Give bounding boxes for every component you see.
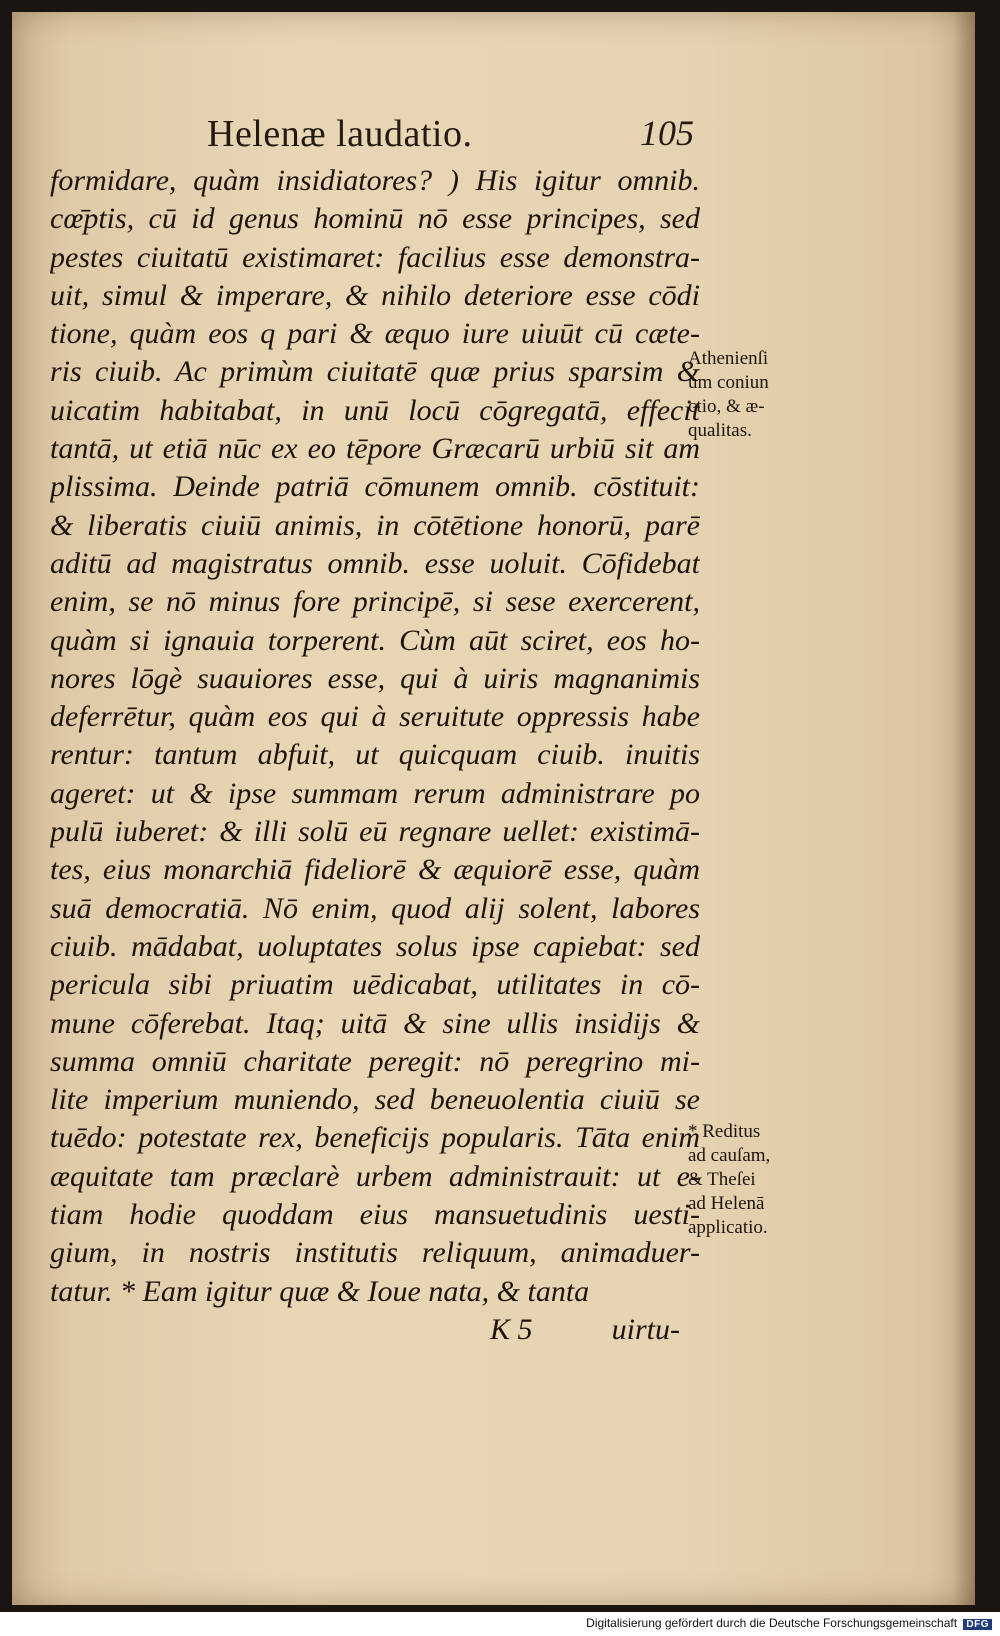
margin-note-line: Athenienſi — [688, 348, 769, 369]
credit-text: Digitalisierung gefördert durch die Deutsche Forschungsgemeinschaft — [586, 1616, 958, 1630]
text-line: ageret: ut & ipse summam rerum administrare po — [50, 776, 700, 810]
text-line: nores lōgè suauiores esse, qui à uiris magnanimis — [50, 661, 700, 695]
digitization-credit — [586, 1616, 992, 1630]
margin-note-line: applicatio. — [688, 1217, 768, 1238]
text-line: pestes ciuitatū existimaret: facilius esse demonstra- — [50, 240, 700, 274]
text-line: tiam hodie quoddam eius mansuetudinis uesti- — [50, 1198, 700, 1232]
page-edge-shadow — [953, 12, 975, 1605]
text-line: enim, se nō minus fore principē, si sese exercerent, — [50, 585, 700, 619]
main-text-block — [50, 162, 700, 1349]
catchword: uirtu- — [611, 1312, 680, 1346]
margin-note-line: ad Helenā — [688, 1193, 765, 1214]
book-page — [12, 12, 975, 1605]
text-line: quàm si ignauia torperent. Cùm aūt sciret, eos ho- — [50, 623, 700, 657]
text-line: gium, in nostris institutis reliquum, animaduer- — [50, 1236, 700, 1270]
margin-note-athenians — [688, 347, 838, 443]
text-line: plissima. Deinde patriā cōmunem omnib. cōstituit: — [50, 470, 700, 504]
text-line: ciuib. mādabat, uoluptates solus ipse capiebat: sed — [50, 929, 700, 963]
margin-note-line: um coniun — [688, 372, 769, 393]
text-line: mune cōferebat. Itaq; uitā & sine ullis insidijs & — [50, 1006, 700, 1040]
margin-note-line: * Reditus — [688, 1121, 761, 1142]
text-line: tes, eius monarchiā fideliorē & æquiorē esse, quàm — [50, 853, 700, 887]
text-line: deferrētur, quàm eos qui à seruitute oppressis habe — [50, 700, 700, 734]
text-line: tuēdo: potestate rex, beneficijs popularis. Tāta enim — [50, 1121, 700, 1155]
text-line: uit, simul & imperare, & nihilo deteriore esse cōdi — [50, 278, 700, 312]
text-line: suā democratiā. Nō enim, quod alij solent, labores — [50, 891, 700, 925]
text-line: tantā, ut etiā nūc ex eo tēpore Græcarū urbiū sit am — [50, 432, 700, 466]
signature-mark: K 5 — [490, 1312, 533, 1346]
margin-note-reditus — [688, 1120, 838, 1240]
text-line: aditū ad magistratus omnib. esse uoluit. Cōfidebat — [50, 546, 700, 580]
text-line: cœ̄ptis, cū id genus hominū nō esse principes, sed — [50, 202, 700, 236]
text-line: ris ciuib. Ac primùm ciuitatē quæ prius sparsim & — [50, 355, 700, 389]
margin-note-line: ad cauſam, — [688, 1145, 771, 1166]
text-line: pericula sibi priuatim uēdicabat, utilitates in cō- — [50, 968, 700, 1002]
text-line: & liberatis ciuiū animis, in cōtētione honorū, parē — [50, 508, 700, 542]
text-line: summa omniū charitate peregit: nō peregrino mi- — [50, 1044, 700, 1078]
text-line: pulū iuberet: & illi solū eū regnare uellet: existimā- — [50, 815, 700, 849]
text-line: formidare, quàm insidiatores? ) His igitur omnib. — [50, 164, 700, 197]
page-number: 105 — [640, 113, 694, 153]
text-line: tione, quàm eos q pari & æquo iure uiuūt cū cæte- — [50, 317, 700, 351]
running-title: Helenæ laudatio. — [207, 113, 473, 155]
text-line: rentur: tantum abfuit, ut quicquam ciuib. inuitis — [50, 738, 700, 772]
margin-note-line: qualitas. — [688, 420, 752, 441]
text-line: lite imperium muniendo, sed beneuolentia ciuiū se — [50, 1083, 700, 1117]
margin-note-line: ctio, & æ- — [688, 396, 765, 417]
margin-note-line: & Theſei — [688, 1169, 756, 1190]
text-line: æquitate tam præclarè urbem administrauit: ut e- — [50, 1159, 700, 1193]
dfg-logo: DFG — [963, 1619, 992, 1630]
text-line: tatur. * Eam igitur quæ & Ioue nata, & tanta — [50, 1274, 590, 1308]
text-line: uicatim habitabat, in unū locū cōgregatā, effecit — [50, 393, 700, 427]
catchline — [50, 1311, 700, 1349]
